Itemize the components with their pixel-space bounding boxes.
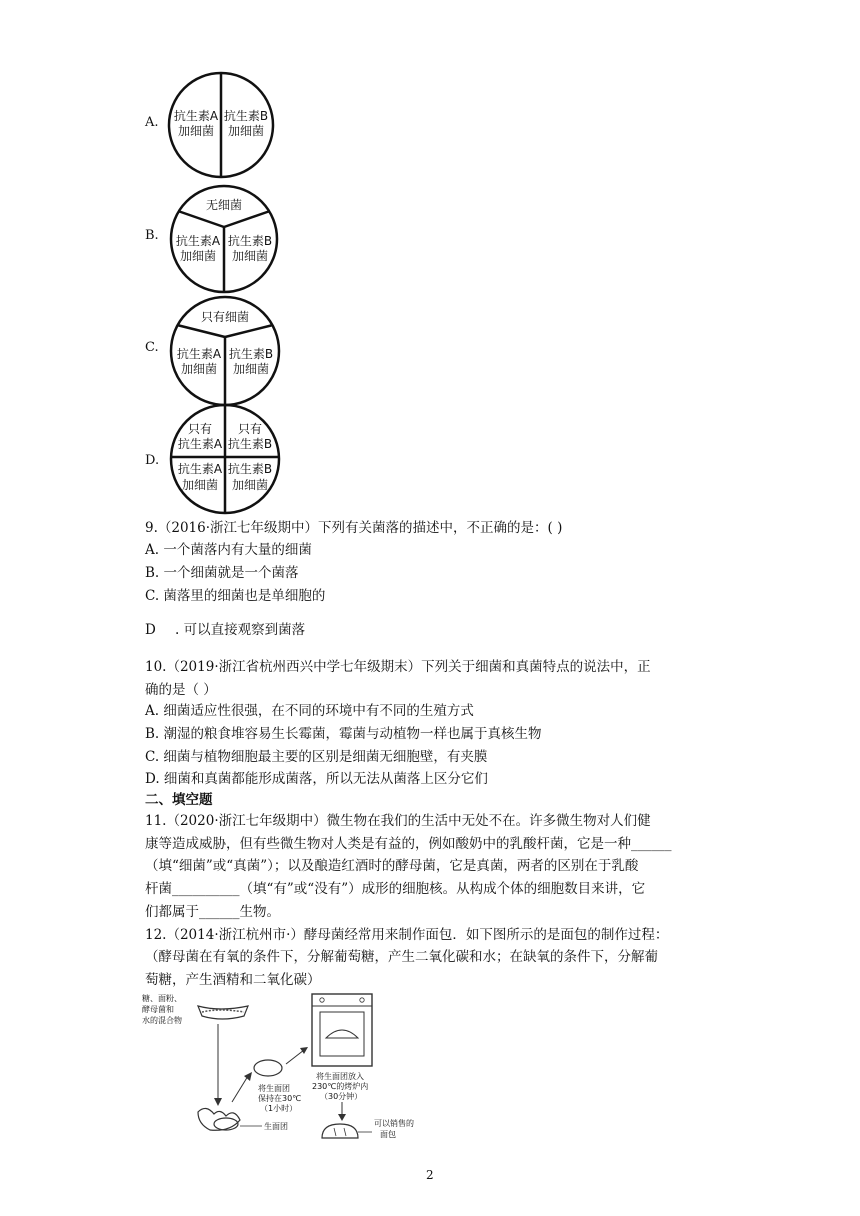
q9-option-d-text: . 可以直接观察到菌落 (175, 622, 306, 638)
d-br-top: 抗生素B (227, 462, 273, 476)
option-d-letter: D. (145, 453, 160, 468)
page-number: 2 (426, 1168, 434, 1182)
q12-line3: 萄糖，产生酒精和二氧化碳） (145, 972, 321, 988)
a-left-top: 抗生素A (173, 109, 219, 123)
c-left-bottom: 加细菌 (180, 362, 218, 376)
c-right-bottom: 加细菌 (232, 362, 270, 376)
bread-icon (322, 1124, 358, 1138)
q10-option-c: C. 细菌与植物细胞最主要的区别是细菌无细胞壁，有夹膜 (145, 749, 488, 765)
fig-mix-line1: 糖、面粉、 (142, 994, 182, 1003)
b-top: 无细菌 (205, 198, 243, 212)
b-left-top: 抗生素A (175, 234, 221, 248)
q12-line2: （酵母菌在有氧的条件下，分解葡萄糖，产生二氧化碳和水；在缺氧的条件下，分解葡 (145, 949, 658, 965)
c-top: 只有细菌 (200, 310, 250, 324)
a-right-top: 抗生素B (223, 109, 269, 123)
section-fill-blank-title: 二、填空题 (145, 792, 213, 808)
fig-proof-line1: 将生面团 (258, 1084, 290, 1093)
option-a-letter: A. (145, 115, 159, 130)
q10-option-a: A. 细菌适应性很强，在不同的环境中有不同的生殖方式 (145, 703, 474, 719)
fig-mix-line2: 酵母菌和 (142, 1005, 174, 1014)
oven-icon (312, 994, 372, 1066)
a-left-bottom: 加细菌 (177, 124, 215, 138)
q10-stem-line1: 10.（2019·浙江省杭州西兴中学七年级期末）下列关于细菌和真菌特点的说法中，正 (145, 659, 651, 675)
q9-stem: 9.（2016·浙江七年级期中）下列有关菌落的描述中，不正确的是：( ) (145, 520, 563, 536)
fig-sale-line2: 面包 (380, 1130, 396, 1139)
b-right-bottom: 加细菌 (231, 249, 269, 263)
fig-bake-line3: （30分钟） (320, 1092, 363, 1101)
b-right-top: 抗生素B (227, 234, 273, 248)
d-tl-top: 只有 (187, 422, 213, 436)
fig-proof-line2: 保持在30℃ (258, 1094, 302, 1103)
b-left-bottom: 加细菌 (179, 249, 217, 263)
q9-option-b: B. 一个细菌就是一个菌落 (145, 565, 299, 581)
d-tl-bottom: 抗生素A (177, 437, 223, 451)
fig-bake-line1: 将生面团放入 (316, 1072, 364, 1081)
fig-mix-line3: 水的混合物 (142, 1016, 182, 1025)
a-right-bottom: 加细菌 (227, 124, 265, 138)
fig-dough-label: 生面团 (264, 1122, 288, 1131)
fig-proof-line3: （1小时） (260, 1104, 298, 1113)
fig-sale-line1: 可以销售的 (374, 1119, 414, 1128)
q10-option-d: D. 细菌和真菌都能形成菌落，所以无法从菌落上区分它们 (145, 771, 488, 787)
d-br-bottom: 加细菌 (231, 478, 269, 492)
fig-bake-line2: 230℃的烤炉内 (312, 1082, 369, 1091)
q9-option-a: A. 一个菌落内有大量的细菌 (145, 542, 312, 558)
option-c-diagram (166, 295, 284, 407)
q11-line5: 们都属于______生物。 (145, 904, 280, 920)
proofing-dough-icon (254, 1060, 282, 1076)
q10-stem-line2: 确的是（ ） (145, 682, 217, 698)
option-b-letter: B. (145, 228, 159, 243)
d-bl-top: 抗生素A (177, 462, 223, 476)
kneading-hands-icon (198, 1108, 240, 1130)
bread-making-figure (140, 992, 430, 1147)
d-bl-bottom: 加细菌 (181, 478, 219, 492)
option-b-diagram (166, 183, 282, 295)
q11-line4: 杆菌__________（填“有”或“没有”）成形的细胞核。从构成个体的细胞数目来讲，它 (145, 881, 646, 897)
option-c-letter: C. (145, 340, 159, 355)
q11-line3: （填“细菌”或“真菌”）；以及酿造红酒时的酵母菌，它是真菌，两者的区别在于乳酸 (145, 858, 639, 874)
c-left-top: 抗生素A (176, 347, 222, 361)
option-a-diagram (166, 70, 276, 180)
q12-line1: 12.（2014·浙江杭州市·）酵母菌经常用来制作面包．如下图所示的是面包的制作过程： (145, 927, 669, 943)
q10-option-b: B. 潮湿的粮食堆容易生长霉菌，霉菌与动植物一样也属于真核生物 (145, 726, 542, 742)
c-right-top: 抗生素B (228, 347, 274, 361)
q11-line1: 11.（2020·浙江七年级期中）微生物在我们的生活中无处不在。许多微生物对人们健 (145, 813, 651, 829)
q9-option-d-letter: D (145, 622, 156, 638)
option-d-diagram (166, 403, 284, 515)
mixing-bowl-icon (198, 1006, 248, 1019)
d-tr-top: 只有 (237, 422, 263, 436)
d-tr-bottom: 抗生素B (227, 437, 273, 451)
q9-option-c: C. 菌落里的细菌也是单细胞的 (145, 588, 326, 604)
q11-line2: 康等造成威胁，但有些微生物对人类是有益的，例如酸奶中的乳酸杆菌，它是一种______ (145, 836, 672, 852)
